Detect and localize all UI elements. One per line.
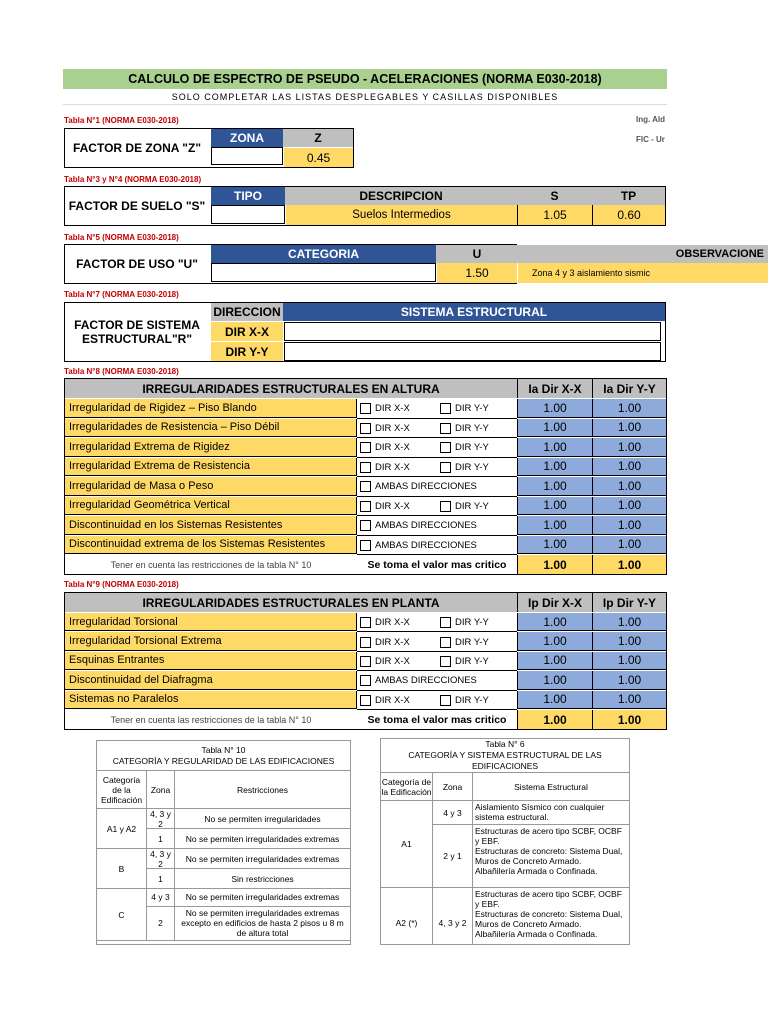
altura-row-options bbox=[357, 438, 517, 458]
zona-select[interactable] bbox=[211, 147, 283, 165]
zona-ref: Tabla N°1 (NORMA E030-2018) bbox=[64, 116, 179, 125]
tabla-10-zona: 1 bbox=[147, 869, 175, 888]
checkbox-icon bbox=[360, 462, 371, 473]
dir-x-checkbox[interactable] bbox=[360, 691, 410, 710]
checkbox-icon bbox=[440, 442, 451, 453]
planta-row-value-y: 1.00 bbox=[592, 691, 666, 709]
dir-x-option-label: DIR X-X bbox=[375, 617, 410, 629]
dir-y-option-label: DIR Y-Y bbox=[455, 617, 489, 629]
checkbox-icon bbox=[360, 637, 371, 648]
tabla-10-zona: 2 bbox=[147, 907, 175, 940]
altura-row-value-y: 1.00 bbox=[592, 516, 666, 535]
tabla-10-zona: 4 y 3 bbox=[147, 889, 175, 906]
sistema-label bbox=[64, 302, 210, 362]
altura-row-options bbox=[357, 516, 517, 536]
tabla-6-col-sis: Sistema Estructural bbox=[514, 781, 588, 792]
tabla-6-a2 bbox=[381, 888, 629, 945]
dir-x-option-label: DIR X-X bbox=[375, 636, 410, 648]
altura-row-options bbox=[357, 497, 517, 517]
tabla-10-zona: 4, 3 y 2 bbox=[147, 809, 175, 828]
checkbox-icon bbox=[440, 656, 451, 667]
dir-x-checkbox[interactable] bbox=[360, 652, 410, 671]
altura-ref: Tabla N°8 (NORMA E030-2018) bbox=[64, 367, 179, 376]
dir-y-option-label: DIR Y-Y bbox=[455, 694, 489, 706]
altura-row-value-x: 1.00 bbox=[517, 497, 592, 516]
uso-ref: Tabla N°5 (NORMA E030-2018) bbox=[64, 233, 179, 242]
tabla-10-row bbox=[147, 849, 350, 869]
altura-row-label: Discontinuidad en los Sistemas Resistentes bbox=[65, 516, 357, 535]
dir-y-checkbox[interactable] bbox=[440, 632, 489, 651]
altura-row-label: Discontinuidad extrema de los Sistemas Resistentes bbox=[65, 536, 357, 555]
planta-ref: Tabla N°9 (NORMA E030-2018) bbox=[64, 580, 179, 589]
altura-row-value-y: 1.00 bbox=[592, 438, 666, 457]
observaciones-header: OBSERVACIONE bbox=[518, 245, 768, 263]
planta-row-options bbox=[357, 652, 517, 671]
altura-row-label: Irregularidad de Masa o Peso bbox=[65, 477, 357, 496]
planta-row-options bbox=[357, 671, 517, 690]
tabla-10-col-zona: Zona bbox=[147, 771, 175, 808]
checkbox-icon bbox=[360, 540, 371, 551]
tabla-10-restriccion: No se permiten irregularidades extremas bbox=[185, 853, 340, 864]
dir-x-option-label: DIR X-X bbox=[375, 461, 410, 473]
altura-footer-text: Se toma el valor mas critico bbox=[367, 558, 507, 571]
ambas-direcciones-checkbox[interactable] bbox=[360, 671, 477, 690]
tabla-10 bbox=[96, 740, 351, 945]
tabla-10-col-res: Restricciones bbox=[236, 784, 289, 795]
tabla-10-group-rows bbox=[147, 849, 350, 888]
tabla-10-group bbox=[97, 889, 350, 941]
altura-row-value-x: 1.00 bbox=[517, 458, 592, 477]
ambas-option-label: AMBAS DIRECCIONES bbox=[375, 481, 477, 493]
planta-row bbox=[65, 671, 666, 690]
planta-row-label: Esquinas Entrantes bbox=[65, 652, 357, 670]
altura-row-value-x: 1.00 bbox=[517, 419, 592, 438]
dir-y-checkbox[interactable] bbox=[440, 458, 489, 478]
direccion-header: DIRECCION bbox=[211, 303, 283, 321]
planta-row bbox=[65, 652, 666, 671]
tabla-10-group bbox=[97, 809, 350, 849]
ambas-option-label: AMBAS DIRECCIONES bbox=[375, 675, 477, 687]
altura-row-value-x: 1.00 bbox=[517, 438, 592, 457]
altura-footer-note: Tener en cuenta las restricciones de la tabla N° 10 bbox=[110, 559, 312, 570]
altura-row-value-x: 1.00 bbox=[517, 516, 592, 535]
categoria-select[interactable] bbox=[211, 263, 436, 282]
checkbox-icon bbox=[440, 501, 451, 512]
tabla-6-a1-r1-sis: Aislamiento Sísmico con cualquier sistema estructural. bbox=[475, 802, 605, 822]
planta-row bbox=[65, 691, 666, 710]
page-title: CALCULO DE ESPECTRO DE PSEUDO - ACELERACIONES (NORMA E030-2018) bbox=[63, 69, 667, 89]
sistema-label-line1: FACTOR DE SISTEMA bbox=[74, 318, 200, 332]
altura-row bbox=[65, 438, 666, 458]
altura-header: IRREGULARIDADES ESTRUCTURALES EN ALTURA bbox=[65, 379, 517, 398]
dir-x-option-label: DIR X-X bbox=[375, 655, 410, 667]
planta-row-value-x: 1.00 bbox=[517, 671, 592, 689]
altura-row bbox=[65, 477, 666, 497]
checkbox-icon bbox=[360, 442, 371, 453]
suelo-ref: Tabla N°3 y N°4 (NORMA E030-2018) bbox=[64, 175, 202, 184]
dir-y-checkbox[interactable] bbox=[440, 652, 489, 671]
altura-row bbox=[65, 419, 666, 439]
checkbox-icon bbox=[360, 501, 371, 512]
dir-y-checkbox[interactable] bbox=[440, 613, 489, 632]
checkbox-icon bbox=[360, 423, 371, 434]
dir-y-option-label: DIR Y-Y bbox=[455, 636, 489, 648]
dir-x-option-label: DIR X-X bbox=[375, 500, 410, 512]
altura-row-value-y: 1.00 bbox=[592, 536, 666, 555]
altura-row-label: Irregularidad Extrema de Rigidez bbox=[65, 438, 357, 457]
tabla-6-a2-sis-1: Estructuras de acero tipo SCBF, OCBF y EBF. bbox=[475, 889, 622, 909]
tabla-10-title-2: CATEGORÍA Y REGULARIDAD DE LAS EDIFICACIONES bbox=[112, 755, 335, 766]
uso-label: FACTOR DE USO "U" bbox=[76, 257, 198, 271]
dir-y-checkbox[interactable] bbox=[440, 438, 489, 458]
altura-row-value-x: 1.00 bbox=[517, 536, 592, 555]
dir-x-checkbox[interactable] bbox=[360, 399, 410, 419]
planta-footer-x: 1.00 bbox=[517, 710, 592, 729]
tabla-6-a2-cat: A2 (*) bbox=[381, 888, 433, 945]
ambas-direcciones-checkbox[interactable] bbox=[360, 516, 477, 536]
author-note: Ing. Ald bbox=[636, 115, 666, 124]
planta-row bbox=[65, 613, 666, 632]
planta-col-x: Ip Dir X-X bbox=[517, 593, 592, 612]
tabla-10-row bbox=[147, 869, 350, 888]
altura-row-value-x: 1.00 bbox=[517, 477, 592, 496]
tabla-10-zona: 1 bbox=[147, 829, 175, 848]
tabla-10-restriccion: No se permiten irregularidades extremas bbox=[185, 833, 340, 844]
tabla-6-a1-cat: A1 bbox=[381, 801, 433, 887]
checkbox-icon bbox=[360, 403, 371, 414]
ambas-direcciones-checkbox[interactable] bbox=[360, 536, 477, 556]
checkbox-icon bbox=[360, 520, 371, 531]
tipo-header: TIPO bbox=[211, 187, 285, 205]
dir-x-checkbox[interactable] bbox=[360, 458, 410, 478]
suelo-label: FACTOR DE SUELO "S" bbox=[68, 199, 206, 213]
altura-row bbox=[65, 536, 666, 556]
planta-row-value-y: 1.00 bbox=[592, 613, 666, 631]
planta-row-label: Discontinuidad del Diafragma bbox=[65, 671, 357, 689]
altura-row-options bbox=[357, 536, 517, 556]
dir-y-option-label: DIR Y-Y bbox=[455, 500, 489, 512]
ambas-option-label: AMBAS DIRECCIONES bbox=[375, 539, 477, 551]
dir-x-checkbox[interactable] bbox=[360, 613, 410, 632]
altura-row-options bbox=[357, 458, 517, 478]
ambas-option-label: AMBAS DIRECCIONES bbox=[375, 520, 477, 532]
planta-row-label: Sistemas no Paralelos bbox=[65, 691, 357, 709]
tabla-6-col-cat: Categoría de la Edificación bbox=[381, 773, 433, 800]
tabla-10-row bbox=[147, 889, 350, 907]
checkbox-icon bbox=[440, 462, 451, 473]
altura-row bbox=[65, 497, 666, 517]
dir-x-option-label: DIR X-X bbox=[375, 442, 410, 454]
sistema-ref: Tabla N°7 (NORMA E030-2018) bbox=[64, 290, 179, 299]
ambas-direcciones-checkbox[interactable] bbox=[360, 477, 477, 497]
sistema-estructural-header: SISTEMA ESTRUCTURAL bbox=[283, 303, 665, 321]
dir-y-option-label: DIR Y-Y bbox=[455, 655, 489, 667]
tabla-10-title bbox=[97, 741, 350, 771]
tabla-10-group-rows bbox=[147, 809, 350, 848]
altura-footer-x: 1.00 bbox=[517, 555, 592, 574]
tabla-10-row bbox=[147, 809, 350, 829]
tabla-6-a2-zona: 4, 3 y 2 bbox=[433, 888, 473, 945]
tabla-10-restriccion: No se permiten irregularidades extremas bbox=[185, 892, 340, 903]
zona-label: FACTOR DE ZONA "Z" bbox=[72, 141, 202, 155]
planta-header: IRREGULARIDADES ESTRUCTURALES EN PLANTA bbox=[65, 593, 517, 612]
tabla-6-title-1: Tabla N° 6 bbox=[485, 739, 525, 749]
categoria-header: CATEGORIA bbox=[211, 245, 436, 263]
altura-row-options bbox=[357, 477, 517, 497]
dir-y-option-label: DIR Y-Y bbox=[455, 403, 489, 415]
tp-header: TP bbox=[592, 187, 665, 205]
planta-row-options bbox=[357, 691, 517, 710]
planta-row-label: Irregularidad Torsional bbox=[65, 613, 357, 631]
z-header: Z bbox=[283, 129, 353, 147]
altura-row-value-y: 1.00 bbox=[592, 399, 666, 418]
tipo-select[interactable] bbox=[211, 205, 285, 224]
descripcion-value: Suelos Intermedios bbox=[286, 205, 517, 225]
dir-x-option-label: DIR X-X bbox=[375, 422, 410, 434]
tabla-6-title-2: CATEGORÍA Y SISTEMA ESTRUCTURAL DE LAS EDIFICACIONES bbox=[408, 750, 602, 771]
tabla-6-head bbox=[381, 773, 629, 801]
tabla-6-a2-sis-3: Albañilería Armada o Confinada. bbox=[475, 929, 598, 939]
altura-row-value-y: 1.00 bbox=[592, 458, 666, 477]
planta-row-label: Irregularidad Torsional Extrema bbox=[65, 632, 357, 650]
planta-row bbox=[65, 632, 666, 651]
sistema-x-select[interactable] bbox=[284, 322, 661, 341]
checkbox-icon bbox=[360, 695, 371, 706]
checkbox-icon bbox=[440, 403, 451, 414]
tabla-10-group bbox=[97, 849, 350, 889]
dir-y-checkbox[interactable] bbox=[440, 419, 489, 439]
dir-x-checkbox[interactable] bbox=[360, 632, 410, 651]
planta-row-options bbox=[357, 613, 517, 632]
dir-y-checkbox[interactable] bbox=[440, 399, 489, 419]
checkbox-icon bbox=[360, 675, 371, 686]
tabla-10-cat: C bbox=[97, 889, 147, 940]
altura-row-options bbox=[357, 399, 517, 419]
dir-x-option-label: DIR X-X bbox=[375, 403, 410, 415]
tabla-10-cat: A1 y A2 bbox=[97, 809, 147, 848]
altura-row-label: Irregularidad de Rigidez – Piso Blando bbox=[65, 399, 357, 418]
tabla-10-restriccion: No se permiten irregularidades bbox=[204, 813, 321, 824]
checkbox-icon bbox=[360, 617, 371, 628]
altura-row-label: Irregularidades de Resistencia – Piso Débil bbox=[65, 419, 357, 438]
tabla-6-title bbox=[381, 739, 629, 773]
sistema-y-select[interactable] bbox=[284, 342, 661, 361]
u-header: U bbox=[436, 245, 518, 263]
dir-y-checkbox[interactable] bbox=[440, 691, 489, 710]
checkbox-icon bbox=[360, 481, 371, 492]
altura-col-x: Ia Dir X-X bbox=[517, 379, 592, 398]
tabla-6-a2-sis-2: Estructuras de concreto: Sistema Dual, Muros de Concreto Armado. bbox=[475, 909, 623, 929]
checkbox-icon bbox=[440, 617, 451, 628]
tabla-6-a1-r1-zona: 4 y 3 bbox=[433, 801, 473, 824]
altura-col-y: Ia Dir Y-Y bbox=[592, 379, 666, 398]
tabla-10-row bbox=[147, 907, 350, 940]
altura-row-value-y: 1.00 bbox=[592, 497, 666, 516]
tabla-10-group-rows bbox=[147, 889, 350, 940]
tabla-10-title-1: Tabla N° 10 bbox=[201, 744, 246, 755]
altura-row-value-y: 1.00 bbox=[592, 419, 666, 438]
planta-row-value-y: 1.00 bbox=[592, 632, 666, 650]
planta-row-options bbox=[357, 632, 517, 651]
altura-row bbox=[65, 458, 666, 478]
dir-y-label: DIR Y-Y bbox=[211, 342, 283, 361]
dir-x-checkbox[interactable] bbox=[360, 438, 410, 458]
planta-row-value-x: 1.00 bbox=[517, 632, 592, 650]
sistema-label-line2: ESTRUCTURAL"R" bbox=[81, 332, 193, 346]
altura-row bbox=[65, 399, 666, 419]
tabla-6-a1-r2-sis-3: Albañilería Armada o Confinada. bbox=[475, 866, 598, 876]
tabla-6-a1 bbox=[381, 801, 629, 888]
observaciones-value: Zona 4 y 3 aislamiento sismic bbox=[518, 263, 768, 283]
altura-footer-y: 1.00 bbox=[592, 555, 666, 574]
dir-y-option-label: DIR Y-Y bbox=[455, 422, 489, 434]
checkbox-icon bbox=[440, 423, 451, 434]
z-value: 0.45 bbox=[284, 148, 353, 167]
u-value: 1.50 bbox=[437, 263, 517, 283]
altura-row-label: Irregularidad Geométrica Vertical bbox=[65, 497, 357, 516]
dir-y-checkbox[interactable] bbox=[440, 497, 489, 517]
tabla-6 bbox=[380, 738, 630, 945]
planta-footer-text: Se toma el valor mas critico bbox=[367, 713, 507, 726]
altura-row bbox=[65, 516, 666, 536]
altura-row-label: Irregularidad Extrema de Resistencia bbox=[65, 458, 357, 477]
dir-y-option-label: DIR Y-Y bbox=[455, 461, 489, 473]
tabla-6-a1-r2-sis-2: Estructuras de concreto: Sistema Dual, Muros de Concreto Armado. bbox=[475, 846, 623, 866]
dir-x-label: DIR X-X bbox=[211, 322, 283, 341]
checkbox-icon bbox=[440, 637, 451, 648]
tabla-6-a1-r2-zona: 2 y 1 bbox=[433, 825, 473, 887]
tp-value: 0.60 bbox=[592, 205, 665, 225]
tabla-10-head bbox=[97, 771, 350, 809]
dir-x-checkbox[interactable] bbox=[360, 497, 410, 517]
faculty-note: FIC - Ur bbox=[636, 135, 665, 144]
altura-row-value-x: 1.00 bbox=[517, 399, 592, 418]
planta-row-value-x: 1.00 bbox=[517, 613, 592, 631]
altura-row-options bbox=[357, 419, 517, 439]
altura-row-value-y: 1.00 bbox=[592, 477, 666, 496]
dir-x-checkbox[interactable] bbox=[360, 419, 410, 439]
tabla-10-row bbox=[147, 829, 350, 848]
s-value: 1.05 bbox=[517, 205, 592, 225]
planta-row-value-x: 1.00 bbox=[517, 652, 592, 670]
planta-footer-note: Tener en cuenta las restricciones de la tabla N° 10 bbox=[110, 714, 312, 725]
checkbox-icon bbox=[440, 695, 451, 706]
planta-row-value-y: 1.00 bbox=[592, 671, 666, 689]
planta-footer-y: 1.00 bbox=[592, 710, 666, 729]
tabla-10-col-cat: Categoría de la Edificación bbox=[97, 771, 147, 808]
tabla-10-body bbox=[97, 809, 350, 941]
tabla-10-restriccion: No se permiten irregularidades extremas excepto en edificios de hasta 2 pisos u 8 m de altura total bbox=[181, 908, 344, 939]
planta-row-value-y: 1.00 bbox=[592, 652, 666, 670]
planta-col-y: Ip Dir Y-Y bbox=[592, 593, 666, 612]
dir-x-option-label: DIR X-X bbox=[375, 694, 410, 706]
tabla-10-zona: 4, 3 y 2 bbox=[147, 849, 175, 868]
dir-y-option-label: DIR Y-Y bbox=[455, 442, 489, 454]
tabla-6-a1-r2-sis-1: Estructuras de acero tipo SCBF, OCBF y EBF. bbox=[475, 826, 622, 846]
page-subtitle: SOLO COMPLETAR LAS LISTAS DESPLEGABLES Y CASILLAS DISPONIBLES bbox=[63, 89, 667, 105]
tabla-6-col-zona: Zona bbox=[433, 773, 473, 800]
descripcion-header: DESCRIPCION bbox=[285, 187, 517, 205]
planta-row-value-x: 1.00 bbox=[517, 691, 592, 709]
checkbox-icon bbox=[360, 656, 371, 667]
tabla-10-restriccion: Sin restricciones bbox=[231, 873, 294, 884]
s-header: S bbox=[517, 187, 592, 205]
tabla-10-cat: B bbox=[97, 849, 147, 888]
zona-header: ZONA bbox=[211, 129, 283, 147]
